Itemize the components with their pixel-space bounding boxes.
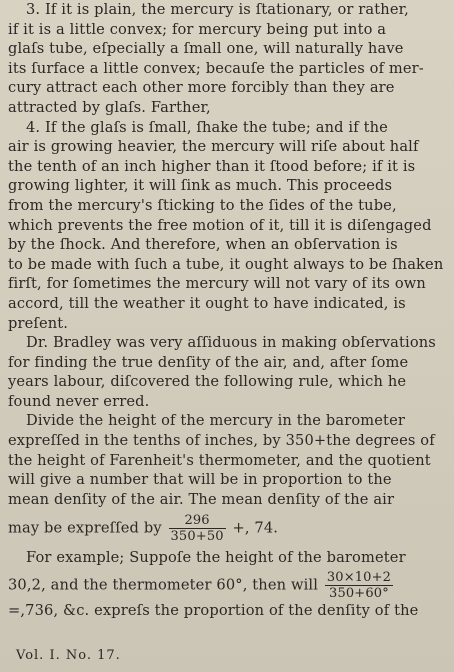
text-line: if it is a little convex; for mercury being put into a [8, 20, 387, 38]
text-line: mean denſity of the air. The mean denſity of the air [8, 490, 395, 508]
text-line: 4. If the glaſs is ſmall, ſhake the tube; and if the [26, 118, 388, 136]
formula-1-lead: may be expreſſed by [8, 519, 162, 537]
volume-footer: Vol. I. No. 17. [16, 648, 121, 663]
text-line: for finding the true denſity of the air, and, after ſome [8, 353, 409, 371]
formula-line-1 [8, 513, 446, 544]
page-text [8, 0, 446, 621]
formula-2-fraction [325, 570, 393, 601]
text-line: Divide the height of the mercury in the barometer [26, 412, 405, 430]
text-line: the height of Farenheit's thermometer, and the quotient [8, 451, 431, 469]
text-line: accord, till the weather it ought to have indicated, is [8, 294, 406, 312]
text-line: to be made with ſuch a tube, it ought always to be ſhaken [8, 255, 444, 273]
text-line: cury attract each other more forcibly than they are [8, 79, 395, 97]
formula-2-lead: 30,2, and the thermometer 60°, then will [8, 576, 319, 594]
text-line: glaſs tube, eſpecially a ſmall one, will naturally have [8, 40, 404, 58]
text-line: Dr. Bradley was very aſſiduous in making obſervations [26, 334, 436, 352]
text-line: preſent. [8, 314, 69, 332]
formula-1-tail: +, 74. [232, 519, 279, 537]
formula-2-numerator: 30×10+2 [326, 570, 392, 586]
text-line: air is growing heavier, the mercury will riſe about half [8, 138, 419, 156]
text-line: growing lighter, it will ſink as much. This proceeds [8, 177, 393, 195]
text-line: the tenth of an inch higher than it ſtood before; if it is [8, 157, 416, 175]
text-line: years labour, diſcovered the following rule, which he [8, 373, 407, 391]
text-line: which prevents the free motion of it, till it is diſengaged [8, 216, 432, 234]
text-line: 3. If it is plain, the mercury is ſtationary, or rather, [26, 1, 409, 18]
text-line: will give a number that will be in proportion to the [8, 471, 392, 489]
formula-1-fraction [169, 513, 226, 544]
text-line: its ſurface a little convex; becauſe the particles of mer- [8, 59, 424, 77]
text-line: attracted by glaſs. Farther, [8, 98, 211, 116]
formula-1-denominator: 350+50 [170, 529, 224, 545]
formula-line-2 [8, 570, 446, 601]
text-line: For example; Suppoſe the height of the barometer [26, 549, 406, 567]
formula-2-denominator: 350+60° [329, 586, 389, 602]
text-line: from the mercury's ſticking to the ſides of the tube, [8, 196, 397, 214]
text-line: by the ſhock. And therefore, when an obſervation is [8, 236, 398, 254]
text-line: expreſſed in the tenths of inches, by 350+the degrees of [8, 432, 435, 450]
formula-1-numerator: 296 [169, 513, 226, 529]
text-line: =,736, &c. expreſs the proportion of the denſity of the [8, 602, 419, 620]
text-line: firſt, for ſometimes the mercury will not vary of its own [8, 275, 426, 293]
text-line: found never erred. [8, 392, 150, 410]
